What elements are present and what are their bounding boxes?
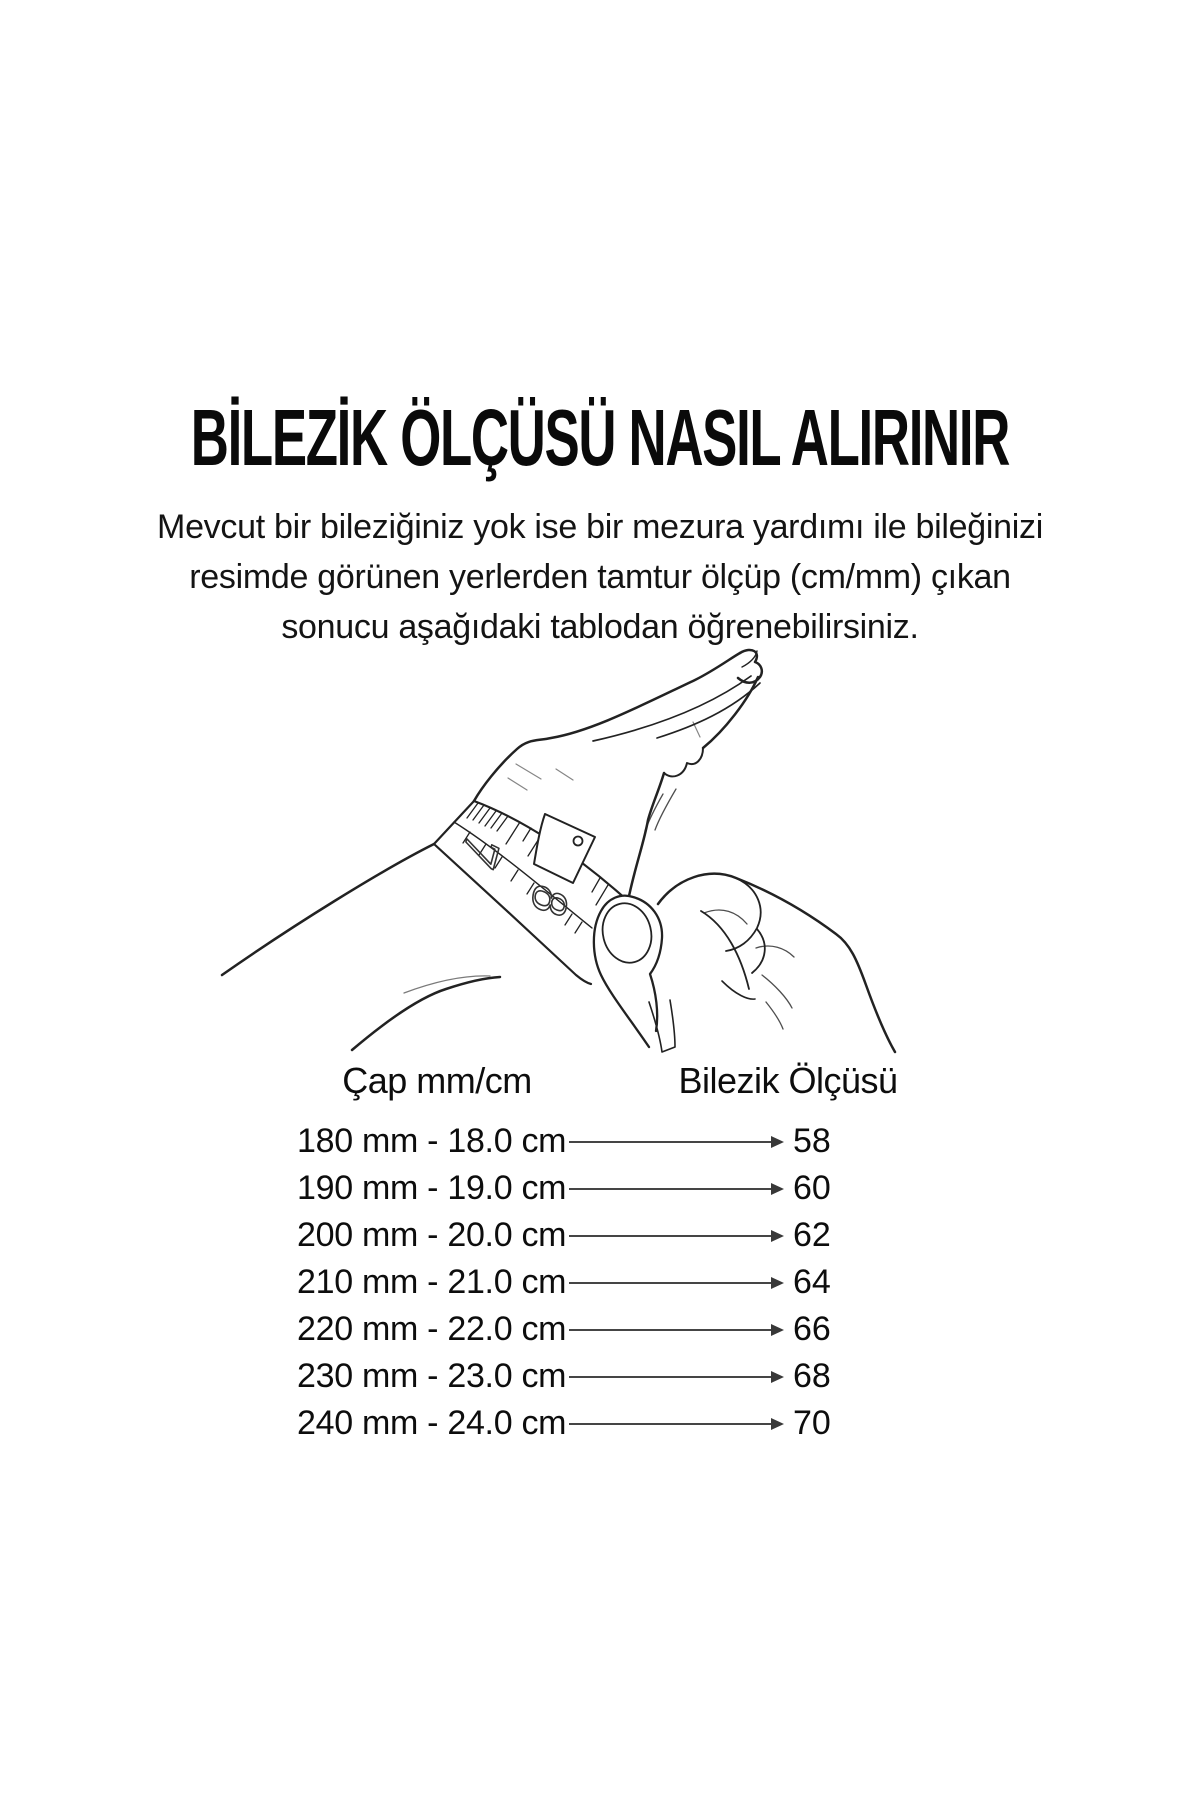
table-row [297, 1400, 853, 1447]
diameter-value: 220 mm - 22.0 cm [297, 1310, 567, 1348]
diameter-value: 180 mm - 18.0 cm [297, 1122, 567, 1160]
wrist-measure-illustration [210, 645, 1010, 1065]
description-line: Mevcut bir bileziğiniz yok ise bir mezura yardımı ile bileğinizi [157, 508, 1043, 546]
page-title: BİLEZİK ÖLÇÜSÜ NASIL ALIRINIR [190, 393, 1010, 482]
arrow-line [569, 1329, 781, 1331]
arrow-line [569, 1235, 781, 1237]
description-line: sonucu aşağıdaki tablodan öğrenebilirsiniz. [281, 608, 919, 646]
size-value: 58 [793, 1122, 831, 1160]
arrow-line [569, 1141, 781, 1143]
open-hand [474, 650, 762, 901]
table-row [297, 1118, 853, 1165]
size-table [297, 1060, 898, 1447]
diameter-value: 190 mm - 19.0 cm [297, 1169, 567, 1207]
size-value: 60 [793, 1169, 831, 1207]
column-header-diameter: Çap mm/cm [342, 1060, 532, 1101]
size-value: 70 [793, 1404, 831, 1442]
tape-number-7: 7 [450, 829, 510, 873]
column-header-size: Bilezik Ölçüsü [678, 1060, 898, 1101]
description-line: resimde görünen yerlerden tamtur ölçüp (cm/mm) çıkan [189, 558, 1011, 596]
diameter-value: 210 mm - 21.0 cm [297, 1263, 567, 1301]
size-table-header [297, 1060, 898, 1118]
page-header [0, 392, 1200, 484]
diameter-value: 230 mm - 23.0 cm [297, 1357, 567, 1395]
arrow-line [569, 1282, 781, 1284]
description-paragraph [0, 502, 1200, 652]
arrow-head-icon [771, 1418, 784, 1430]
arrow-head-icon [771, 1371, 784, 1383]
arrow-head-icon [771, 1183, 784, 1195]
tape-number-8: 8 [519, 881, 579, 921]
table-row [297, 1306, 853, 1353]
tape-end-clip [534, 814, 595, 883]
arrow-head-icon [771, 1324, 784, 1336]
table-row [297, 1165, 853, 1212]
arrow-line [569, 1423, 781, 1425]
arrow-line [569, 1188, 781, 1190]
forearm [222, 844, 500, 1050]
arrow-head-icon [771, 1230, 784, 1242]
arrow-head-icon [771, 1277, 784, 1289]
size-value: 62 [793, 1216, 831, 1254]
size-value: 68 [793, 1357, 831, 1395]
arrow-head-icon [771, 1136, 784, 1148]
diameter-value: 240 mm - 24.0 cm [297, 1404, 567, 1442]
arrow-line [569, 1376, 781, 1378]
size-value: 66 [793, 1310, 831, 1348]
table-row [297, 1353, 853, 1400]
size-table-rows [297, 1118, 853, 1447]
size-value: 64 [793, 1263, 831, 1301]
pinching-hand [594, 869, 896, 1062]
table-row [297, 1259, 853, 1306]
tape-tick-marks [463, 803, 608, 933]
table-row [297, 1212, 853, 1259]
diameter-value: 200 mm - 20.0 cm [297, 1216, 567, 1254]
